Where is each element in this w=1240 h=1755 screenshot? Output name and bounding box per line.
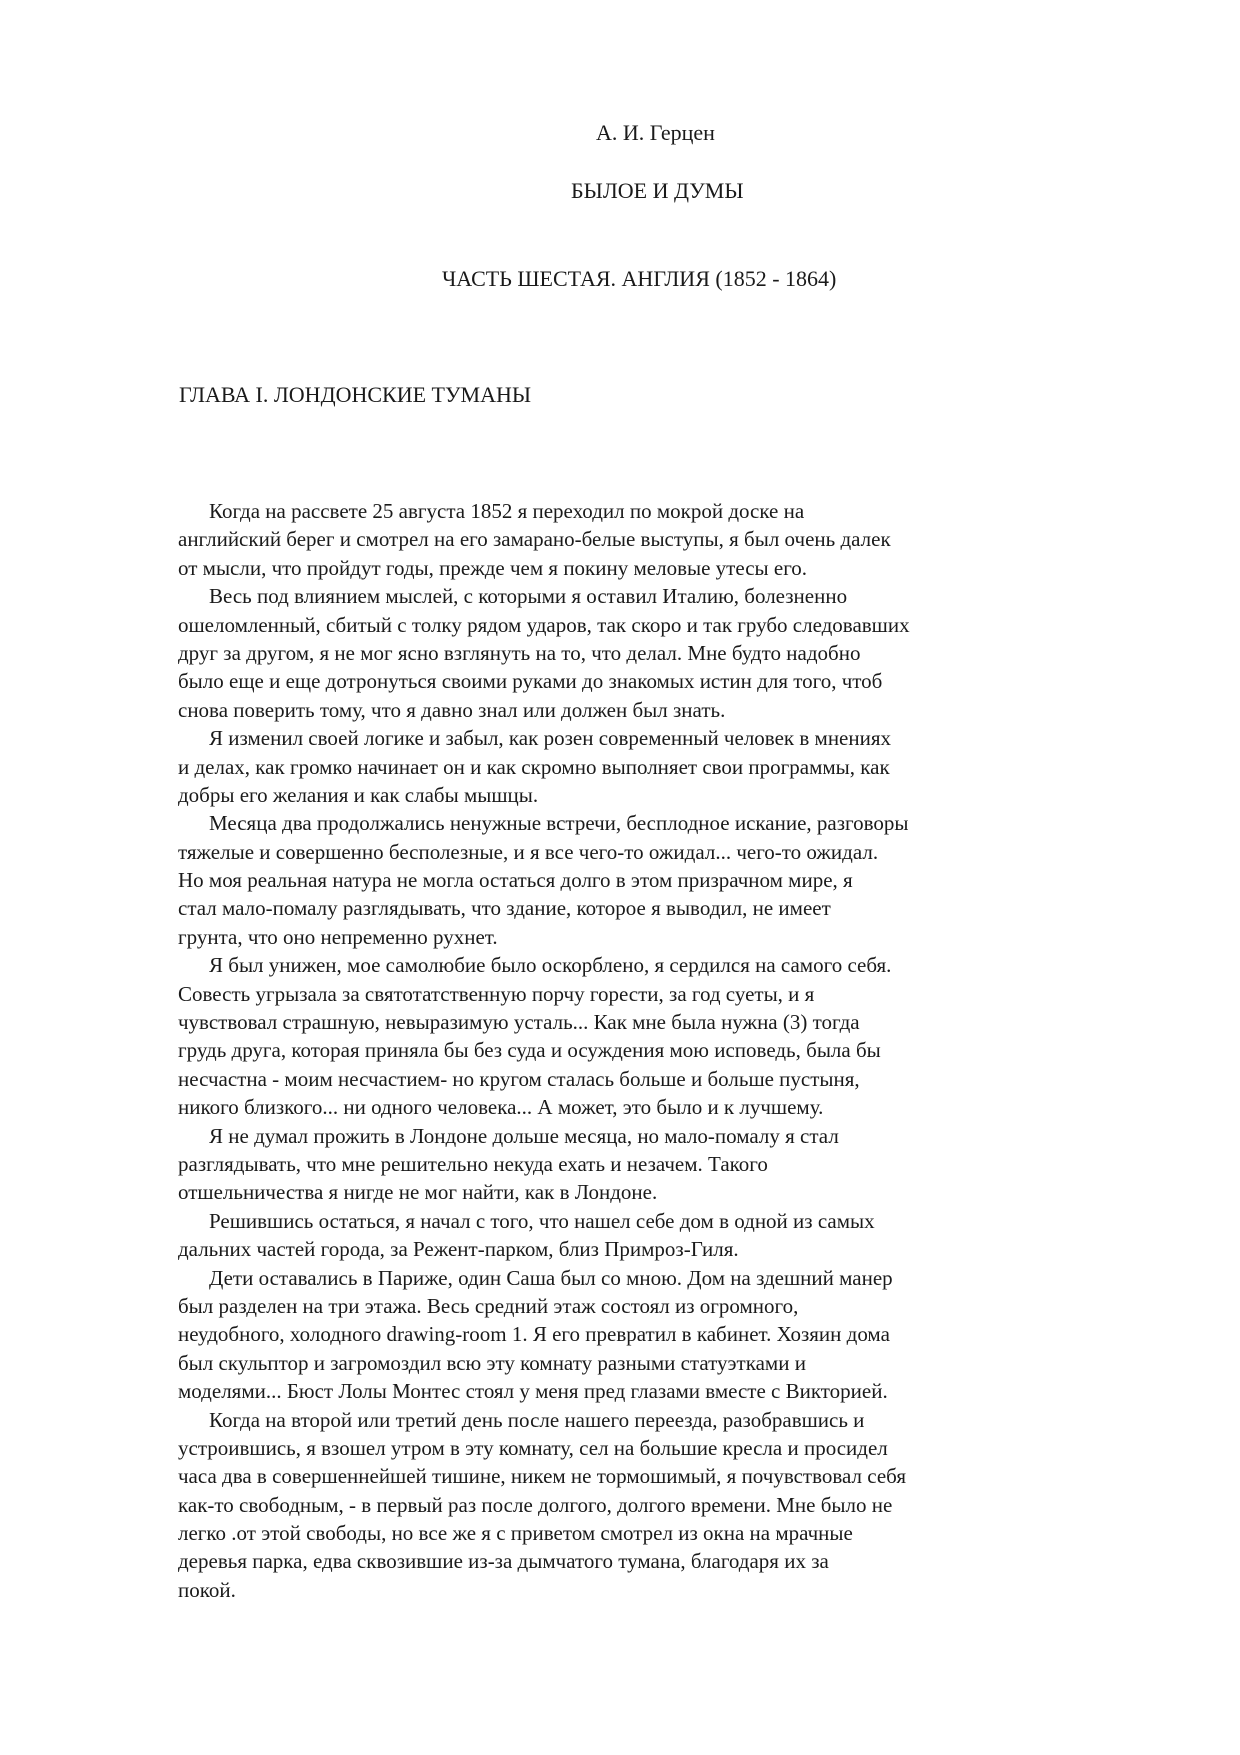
text-line: разглядывать, что мне решительно некуда ехать и незачем. Такого xyxy=(178,1151,768,1176)
text-line: английский берег и смотрел на его замарано-белые выступы, я был очень далек xyxy=(178,527,891,552)
text-line: Совесть угрызала за святотатственную порчу горести, за год суеты, и я xyxy=(178,981,815,1006)
text-line: друг за другом, я не мог ясно взглянуть на то, что делал. Мне будто надобно xyxy=(178,640,861,665)
text-line: неудобного, холодного drawing-room 1. Я его превратил в кабинет. Хозяин дома xyxy=(178,1322,890,1347)
text-line: снова поверить тому, что я давно знал или должен был знать. xyxy=(178,697,726,722)
text-line: Когда на рассвете 25 августа 1852 я переходил по мокрой доске на xyxy=(209,499,805,523)
text-line: тяжелые и совершенно бесполезные, и я все чего-то ожидал... чего-то ожидал. xyxy=(178,839,879,864)
text-line: Я не думал прожить в Лондоне дольше месяца, но мало-помалу я стал xyxy=(209,1123,839,1148)
text-line: никого близкого... ни одного человека... А может, это было и к лучшему. xyxy=(178,1095,824,1120)
text-line: Когда на второй или третий день после нашего переезда, разобравшись и xyxy=(209,1407,865,1432)
text-line: Месяца два продолжались ненужные встречи, бесплодное искание, разговоры xyxy=(209,811,909,836)
text-line: легко .от этой свободы, но все же я с приветом смотрел из окна на мрачные xyxy=(178,1521,853,1546)
text-line: Решившись остаться, я начал с того, что нашел себе дом в одной из самых xyxy=(209,1208,875,1233)
text-line: отшельничества я нигде не мог найти, как в Лондоне. xyxy=(178,1180,658,1205)
text-line: дальних частей города, за Режент-парком, близ Примроз-Гиля. xyxy=(178,1237,739,1262)
text-line: было еще и еще дотронуться своими руками до знакомых истин для того, чтоб xyxy=(178,669,883,694)
text-line: добры его желания и как слабы мышцы. xyxy=(178,782,539,807)
text-line: был скульптор и загромоздил всю эту комнату разными статуэтками и xyxy=(178,1350,806,1375)
part-title: ЧАСТЬ ШЕСТАЯ. АНГЛИЯ (1852 - 1864) xyxy=(442,266,837,291)
text-line: Дети оставались в Париже, один Саша был со мною. Дом на здешний манер xyxy=(209,1265,893,1290)
text-line: стал мало-помалу разглядывать, что здание, которое я выводил, не имеет xyxy=(178,896,831,921)
text-line: часа два в совершеннейшей тишине, никем не тормошимый, я почувствовал себя xyxy=(178,1464,906,1489)
body-text xyxy=(178,497,1068,1604)
text-line: Весь под влиянием мыслей, с которыми я оставил Италию, болезненно xyxy=(209,584,848,609)
text-line: Я изменил своей логике и забыл, как розен современный человек в мнениях xyxy=(209,726,892,751)
text-line: был разделен на три этажа. Весь средний этаж состоял из огромного, xyxy=(178,1293,799,1318)
text-line: как-то свободным, - в первый раз после долгого, долгого времени. Мне было не xyxy=(178,1492,893,1517)
text-line: моделями... Бюст Лолы Монтес стоял у меня пред глазами вместе с Викторией. xyxy=(178,1379,888,1404)
text-line: чувствовал страшную, невыразимую усталь... Как мне была нужна (3) тогда xyxy=(178,1010,860,1035)
text-line: несчастна - моим несчастием- но кругом сталась больше и больше пустыня, xyxy=(178,1066,860,1091)
text-line: от мысли, что пройдут годы, прежде чем я покину меловые утесы его. xyxy=(178,555,808,580)
text-line: Но моя реальная натура не могла остаться долго в этом призрачном мире, я xyxy=(178,868,853,893)
text-line: деревья парка, едва сквозившие из-за дымчатого тумана, благодаря их за xyxy=(178,1549,829,1574)
text-line: Я был унижен, мое самолюбие было оскорблено, я сердился на самого себя. xyxy=(209,953,892,978)
text-line: ошеломленный, сбитый с толку рядом ударов, так скоро и так грубо следовавших xyxy=(178,612,910,637)
text-line: устроившись, я взошел утром в эту комнату, сел на большие кресла и просидел xyxy=(178,1435,888,1460)
book-title: БЫЛОЕ И ДУМЫ xyxy=(571,178,744,203)
text-line: грунта, что оно непременно рухнет. xyxy=(178,924,498,949)
text-line: покой. xyxy=(178,1577,236,1602)
text-line: грудь друга, которая приняла бы без суда и осуждения мою исповедь, была бы xyxy=(178,1038,881,1063)
chapter-title: ГЛАВА I. ЛОНДОНСКИЕ ТУМАНЫ xyxy=(179,382,532,407)
text-line: и делах, как громко начинает он и как скромно выполняет свои программы, как xyxy=(178,754,890,779)
author-name: А. И. Герцен xyxy=(596,120,715,145)
